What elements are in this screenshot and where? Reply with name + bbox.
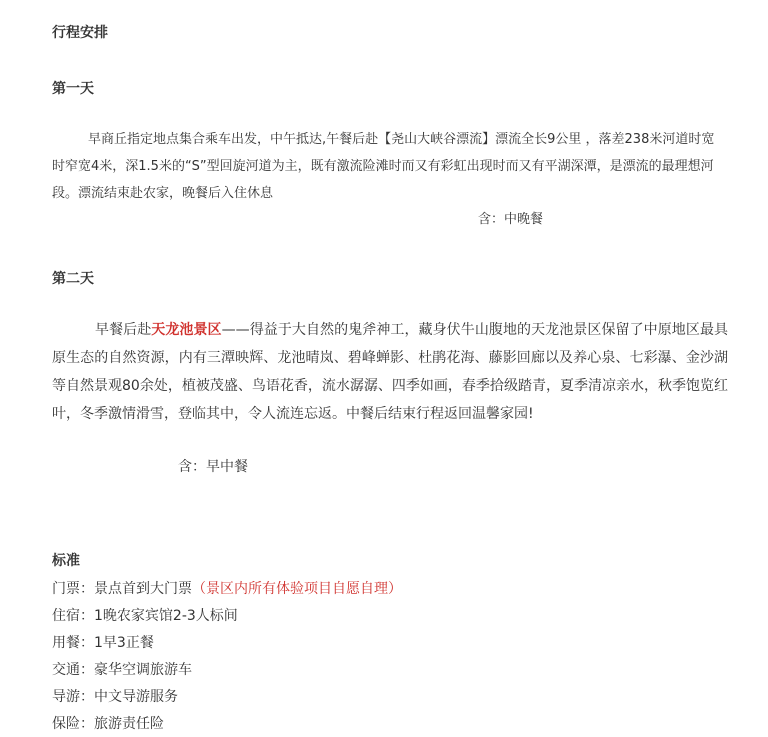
- standard-value: 中文导游服务: [94, 689, 178, 705]
- itinerary-title: 行程安排: [52, 25, 108, 41]
- standard-label: 交通：: [52, 662, 94, 678]
- standard-row-ticket: [52, 579, 402, 599]
- day2-title: 第二天: [52, 271, 94, 287]
- standard-value: 1早3正餐: [94, 635, 154, 651]
- standard-label: 住宿：: [52, 608, 94, 624]
- standard-label: 门票：: [52, 581, 94, 597]
- standard-row-insurance: [52, 714, 164, 734]
- standard-row-transport: [52, 660, 192, 680]
- day2-includes: 含：早中餐: [178, 459, 248, 475]
- standard-value: 旅游责任险: [94, 716, 164, 732]
- standard-label: 导游：: [52, 689, 94, 705]
- standard-note: （景区内所有体验项目自愿自理）: [192, 581, 402, 597]
- standard-label: 用餐：: [52, 635, 94, 651]
- day1-paragraph: 早商丘指定地点集合乘车出发，中午抵达,午餐后赴【尧山大峡谷漂流】漂流全长9公里 ，落差238米河道时宽时窄宽4米，深1.5米的“S”型回旋河道为主，既有激流险滩时而又有彩虹出现时而又有平湖深潭，是漂流的最理想河段。漂流结束赴农家，晚餐后入住休息: [52, 132, 715, 201]
- day1-title: 第一天: [52, 81, 94, 97]
- day2-text-after: ——得益于大自然的鬼斧神工，藏身伏牛山腹地的天龙池景区保留了中原地区最具原生态的自然资源，内有三潭映辉、龙池晴岚、碧峰蝉影、杜鹃花海、藤影回廊以及养心泉、七彩瀑、金沙湖等自然景观80余处，植被茂盛、鸟语花香，流水潺潺、四季如画，春季拾级踏青，夏季清凉亲水，秋季饱览红叶，冬季激情滑雪，登临其中，令人流连忘返。中餐后结束行程返回温馨家园!: [52, 322, 729, 422]
- day2-highlight-scenic-spot: 天龙池景区: [151, 322, 222, 338]
- day1-includes: 含：中晚餐: [478, 212, 544, 227]
- standard-value: 景点首到大门票: [94, 581, 192, 597]
- standard-label: 保险：: [52, 716, 94, 732]
- standard-row-guide: [52, 687, 178, 707]
- standard-value: 1晚农家宾馆2-3人标间: [94, 608, 238, 624]
- day2-text-before: 早餐后赴: [95, 322, 152, 338]
- standard-title: 标准: [52, 553, 80, 569]
- standard-row-meals: [52, 633, 154, 653]
- day2-paragraph: [52, 316, 728, 428]
- standard-value: 豪华空调旅游车: [94, 662, 192, 678]
- standard-row-accommodation: [52, 606, 238, 626]
